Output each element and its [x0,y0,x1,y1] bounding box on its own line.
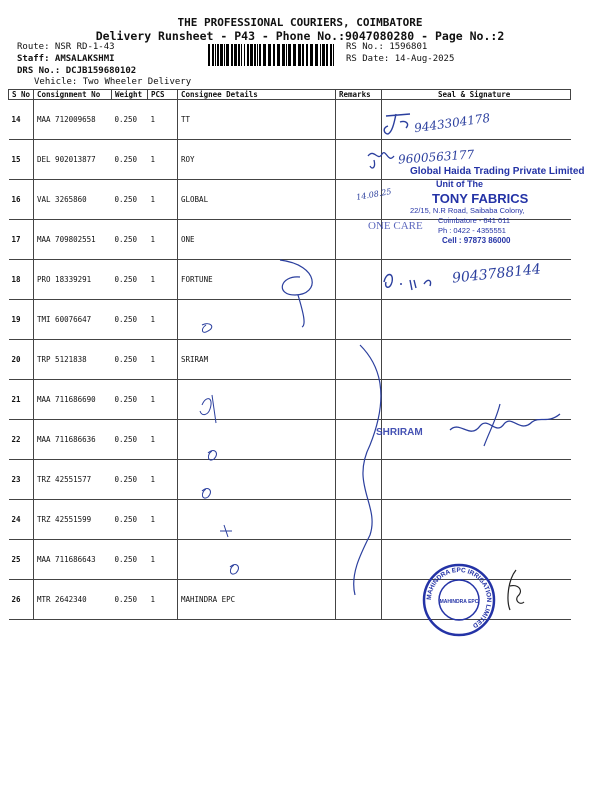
barcode-bar [254,44,256,66]
row-sno: 21 [9,380,34,420]
col-remarks: Remarks [336,90,382,100]
phone-handwriting-row15: 9600563177 [397,147,475,167]
row-weight: 0.250 [112,540,148,580]
row-sno: 25 [9,540,34,580]
row-consignment-no: MTR 2642340 [34,580,112,620]
barcode-bar [238,44,240,66]
row-consignee: ONE [178,220,336,260]
barcode-bar [217,44,219,66]
row-sno: 17 [9,220,34,260]
barcode-bar [215,44,216,66]
barcode-bar [310,44,313,66]
barcode-bar [322,44,325,66]
route-label: Route: NSR RD-1-43 [17,42,115,52]
col-consignee: Consignee Details [178,90,336,100]
row-consignment-no: PRO 18339291 [34,260,112,300]
barcode-bar [288,44,291,66]
tony-city-stamp: Coimbatore - 641 011 [438,216,510,225]
row-weight: 0.250 [112,140,148,180]
barcode-bar [241,44,242,66]
barcode-bar [293,44,296,66]
barcode-bar [257,44,258,66]
barcode-bar [250,44,253,66]
mahindra-center-text: MAHINDRA EPC [439,599,479,605]
barcode-bar [282,44,285,66]
row-weight: 0.250 [112,300,148,340]
row-pcs: 1 [148,220,178,260]
row-remarks [336,100,382,140]
row-consignment-no: MAA 711686643 [34,540,112,580]
row-weight: 0.250 [112,460,148,500]
tony-phone-stamp: Ph : 0422 - 4355551 [438,226,506,235]
row-consignment-no: TRZ 42551599 [34,500,112,540]
row-sno: 16 [9,180,34,220]
sriram-stamp: SHRIRAM [376,427,423,438]
row-consignment-no: TRZ 42551577 [34,460,112,500]
row-consignment-no: DEL 902013877 [34,140,112,180]
mahindra-ring-text: MAHINDRA EPC IRRIGATION LIMITED [425,566,493,629]
barcode-bar [333,44,334,66]
row-sno: 22 [9,420,34,460]
barcode-bar [326,44,328,66]
barcode-bar [315,44,318,66]
tony-cell-stamp: Cell : 97873 86000 [442,236,511,245]
row-pcs: 1 [148,380,178,420]
tony-fabrics-stamp: TONY FABRICS [432,191,529,206]
unit-of-the-stamp: Unit of The [436,179,483,189]
col-seal: Seal & Signature [382,90,571,100]
row-pcs: 1 [148,340,178,380]
barcode-bar [330,44,332,66]
rs-number: RS No.: 1596801 [346,42,428,52]
row-consignee: ROY [178,140,336,180]
rs-date: RS Date: 14-Aug-2025 [346,54,455,64]
row-consignment-no: MAA 712009658 [34,100,112,140]
row-weight: 0.250 [112,100,148,140]
row-pcs: 1 [148,260,178,300]
col-weight: Weight [112,90,148,100]
barcode-bar [263,44,266,66]
row-sno: 18 [9,260,34,300]
row-weight: 0.250 [112,380,148,420]
row-consignment-no: MAA 709802551 [34,220,112,260]
row-consignee: MAHINDRA EPC [178,580,336,620]
table-header-row [9,90,571,100]
staff-label: Staff: AMSALAKSHMI [17,54,115,64]
mahindra-round-stamp [422,563,496,637]
barcode-bar [208,44,210,66]
barcode-bar [212,44,214,66]
signature-row22 [440,400,570,470]
barcode-bar [231,44,233,66]
drs-number: DRS No.: DCJB159680102 [17,66,137,76]
barcode-bar [298,44,301,66]
barcode-bar [277,44,280,66]
row-consignment-no: TRP 5121838 [34,340,112,380]
row-pcs: 1 [148,100,178,140]
barcode-bar [302,44,304,66]
phone-handwriting-row18: 9043788144 [451,261,542,287]
vehicle-label: Vehicle: Two Wheeler Delivery [34,77,192,87]
row-pcs: 1 [148,180,178,220]
company-title: THE PROFESSIONAL COURIERS, COIMBATORE [177,16,423,29]
phone-handwriting-row14: 9443304178 [413,110,491,136]
signature-row15 [364,146,402,172]
row-sno: 19 [9,300,34,340]
row-consignee: GLOBAL [178,180,336,220]
barcode-bar [306,44,308,66]
barcode-bar [226,44,229,66]
row-weight: 0.250 [112,420,148,460]
row-sno: 20 [9,340,34,380]
row-pcs: 1 [148,300,178,340]
row-consignment-no: MAA 711686690 [34,380,112,420]
row-sno: 26 [9,580,34,620]
col-sno: S No [9,90,34,100]
signature-row26 [500,566,530,614]
barcode-bar [234,44,237,66]
row-pcs: 1 [148,540,178,580]
row-weight: 0.250 [112,180,148,220]
barcode-bar [259,44,261,66]
row-weight: 0.250 [112,340,148,380]
barcode-bar [220,44,223,66]
row-consignee: SRIRAM [178,340,336,380]
row-sno: 23 [9,460,34,500]
row-weight: 0.250 [112,220,148,260]
row-pcs: 1 [148,580,178,620]
row-pcs: 1 [148,420,178,460]
row-weight: 0.250 [112,580,148,620]
row-consignee: FORTUNE [178,260,336,300]
signature-row14 [380,108,420,138]
barcode-bar [273,44,275,66]
row-pcs: 1 [148,500,178,540]
row-sno: 15 [9,140,34,180]
runsheet-title: Delivery Runsheet - P43 - Phone No.:9047080280 - Page No.:2 [95,29,505,43]
barcode [208,44,336,66]
row-weight: 0.250 [112,260,148,300]
row-consignment-no: VAL 3265860 [34,180,112,220]
one-care-stamp: ONE CARE [368,220,423,232]
global-haida-stamp: Global Haida Trading Private Limited [410,166,585,177]
barcode-bar [286,44,287,66]
col-pcs: PCS [148,90,178,100]
row-consignment-no: TMI 60076647 [34,300,112,340]
barcode-bar [320,44,321,66]
row-sno: 14 [9,100,34,140]
row-sno: 24 [9,500,34,540]
barcode-bar [247,44,249,66]
col-consignment: Consignment No [34,90,112,100]
row-consignee: TT [178,100,336,140]
date-handwriting-row16: 14.08.25 [355,186,393,203]
row-pcs: 1 [148,140,178,180]
row-weight: 0.250 [112,500,148,540]
tony-address-stamp: 22/15, N.R Road, Saibaba Colony, [410,206,525,215]
barcode-bar [244,44,245,66]
barcode-bar [268,44,271,66]
barcode-bar [224,44,225,66]
row-consignment-no: MAA 711686636 [34,420,112,460]
row-pcs: 1 [148,460,178,500]
